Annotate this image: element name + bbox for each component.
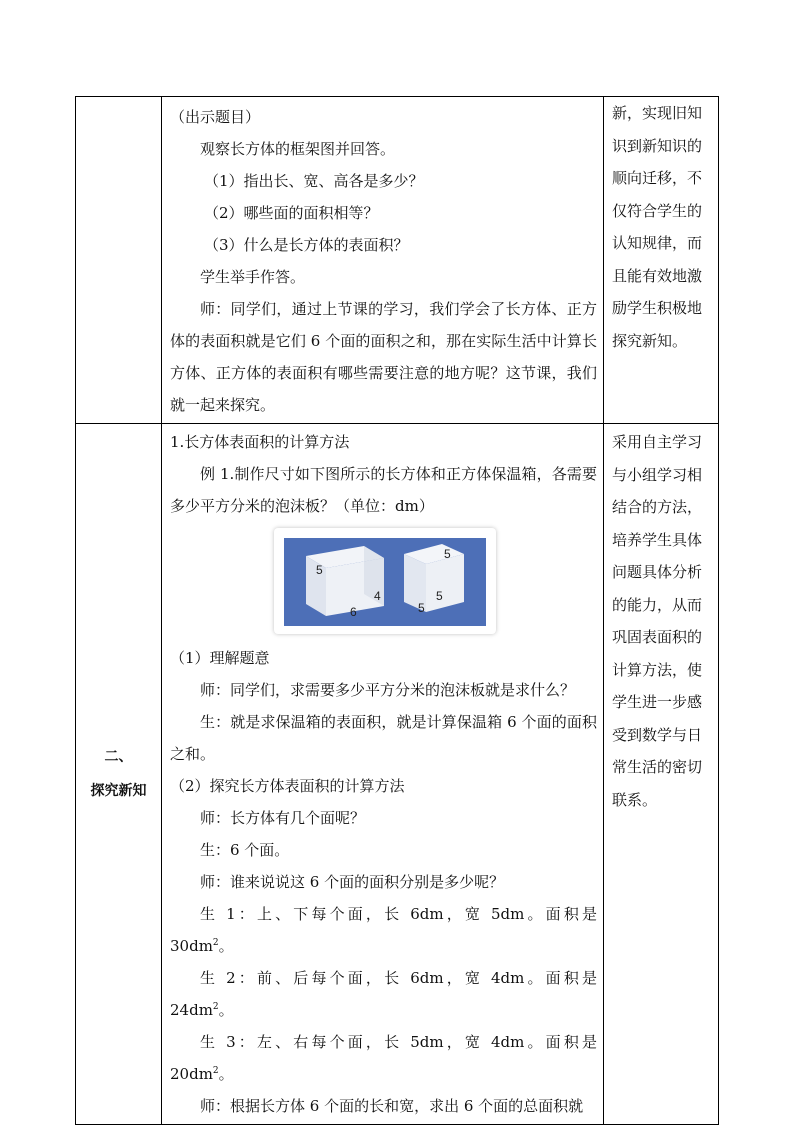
paragraph: （1）理解题意: [170, 649, 270, 667]
paragraph: 生：6 个面。: [200, 841, 290, 859]
section-label: [76, 424, 162, 1125]
student-answer: [170, 962, 597, 1026]
lesson-table: [75, 96, 719, 1125]
paragraph: 师：同学们，通过上节课的学习，我们学会了长方体、正方体的表面积就是它们 6 个面的面积之和，那在实际生活中计算长方体、正方体的表面积有哪些需要注意的地方呢？这节课，我们就一起来探究。: [170, 300, 597, 414]
foam-boxes-image: [274, 528, 496, 634]
answer-text: 生 2：前、后每个面，长 6dm，宽 4dm。面积是 24dm: [170, 969, 597, 1019]
design-note: 新，实现旧知识到新知识的顺向迁移，不仅符合学生的认知规律，而且能有效地激励学生积极地探究新知。: [612, 104, 703, 350]
student-answer: [170, 898, 597, 962]
paragraph: （2）哪些面的面积相等？: [204, 204, 379, 222]
paragraph: 师：长方体有几个面呢？: [200, 809, 366, 827]
table-row: [76, 97, 719, 424]
row2-note-cell: [604, 424, 719, 1125]
period: 。: [218, 1001, 234, 1019]
design-note: 采用自主学习与小组学习相结合的方法，培养学生具体问题具体分析的能力，从而巩固表面积的计算方法，使学生进一步感受到数学与日常生活的密切联系。: [612, 433, 703, 809]
figure-label: 5: [436, 589, 443, 603]
paragraph: （2）探究长方体表面积的计算方法: [170, 777, 405, 795]
superscript: 2: [212, 1066, 219, 1076]
superscript: 2: [212, 1002, 219, 1012]
answer-text: 生 3：左、右每个面，长 5dm，宽 4dm。面积是 20dm: [170, 1033, 597, 1083]
superscript: 2: [212, 938, 219, 948]
paragraph: 师：同学们，求需要多少平方分米的泡沫板就是求什么？: [200, 681, 576, 699]
example-text: 例 1.制作尺寸如下图所示的长方体和正方体保温箱，各需要多少平方分米的泡沫板？（单位：dm）: [170, 465, 597, 515]
paragraph: 生：就是求保温箱的表面积，就是计算保温箱 6 个面的面积之和。: [170, 713, 597, 763]
row2-content-cell: [162, 424, 604, 1125]
paragraph: 师：根据长方体 6 个面的长和宽，求出 6 个面的总面积就: [200, 1097, 584, 1115]
paragraph: （出示题目）: [170, 108, 261, 126]
paragraph: （1）指出长、宽、高各是多少？: [204, 172, 424, 190]
period: 。: [218, 1065, 234, 1083]
student-answer: [170, 1026, 597, 1090]
section-heading: 1.长方体表面积的计算方法: [170, 433, 350, 451]
figure-label: 4: [374, 589, 381, 603]
paragraph: 学生举手作答。: [200, 268, 306, 286]
row1-note-cell: [604, 97, 719, 424]
answer-text: 生 1：上、下每个面，长 6dm，宽 5dm。面积是 30dm: [170, 905, 597, 955]
period: 。: [218, 937, 234, 955]
table-row: [76, 424, 719, 1125]
paragraph: （3）什么是长方体的表面积？: [204, 236, 409, 254]
section-title: 探究新知: [90, 783, 147, 799]
section-number: 二、: [104, 749, 133, 765]
figure-label: 5: [444, 547, 451, 561]
figure-label: 5: [418, 601, 425, 615]
paragraph: 观察长方体的框架图并回答。: [200, 140, 396, 158]
figure-label: 6: [350, 605, 357, 619]
paragraph: 师：谁来说说这 6 个面的面积分别是多少呢？: [200, 873, 505, 891]
row1-content-cell: [162, 97, 604, 424]
figure-label: 5: [316, 563, 323, 577]
row1-label-cell: [76, 97, 162, 424]
boxes-figure: [274, 528, 496, 634]
